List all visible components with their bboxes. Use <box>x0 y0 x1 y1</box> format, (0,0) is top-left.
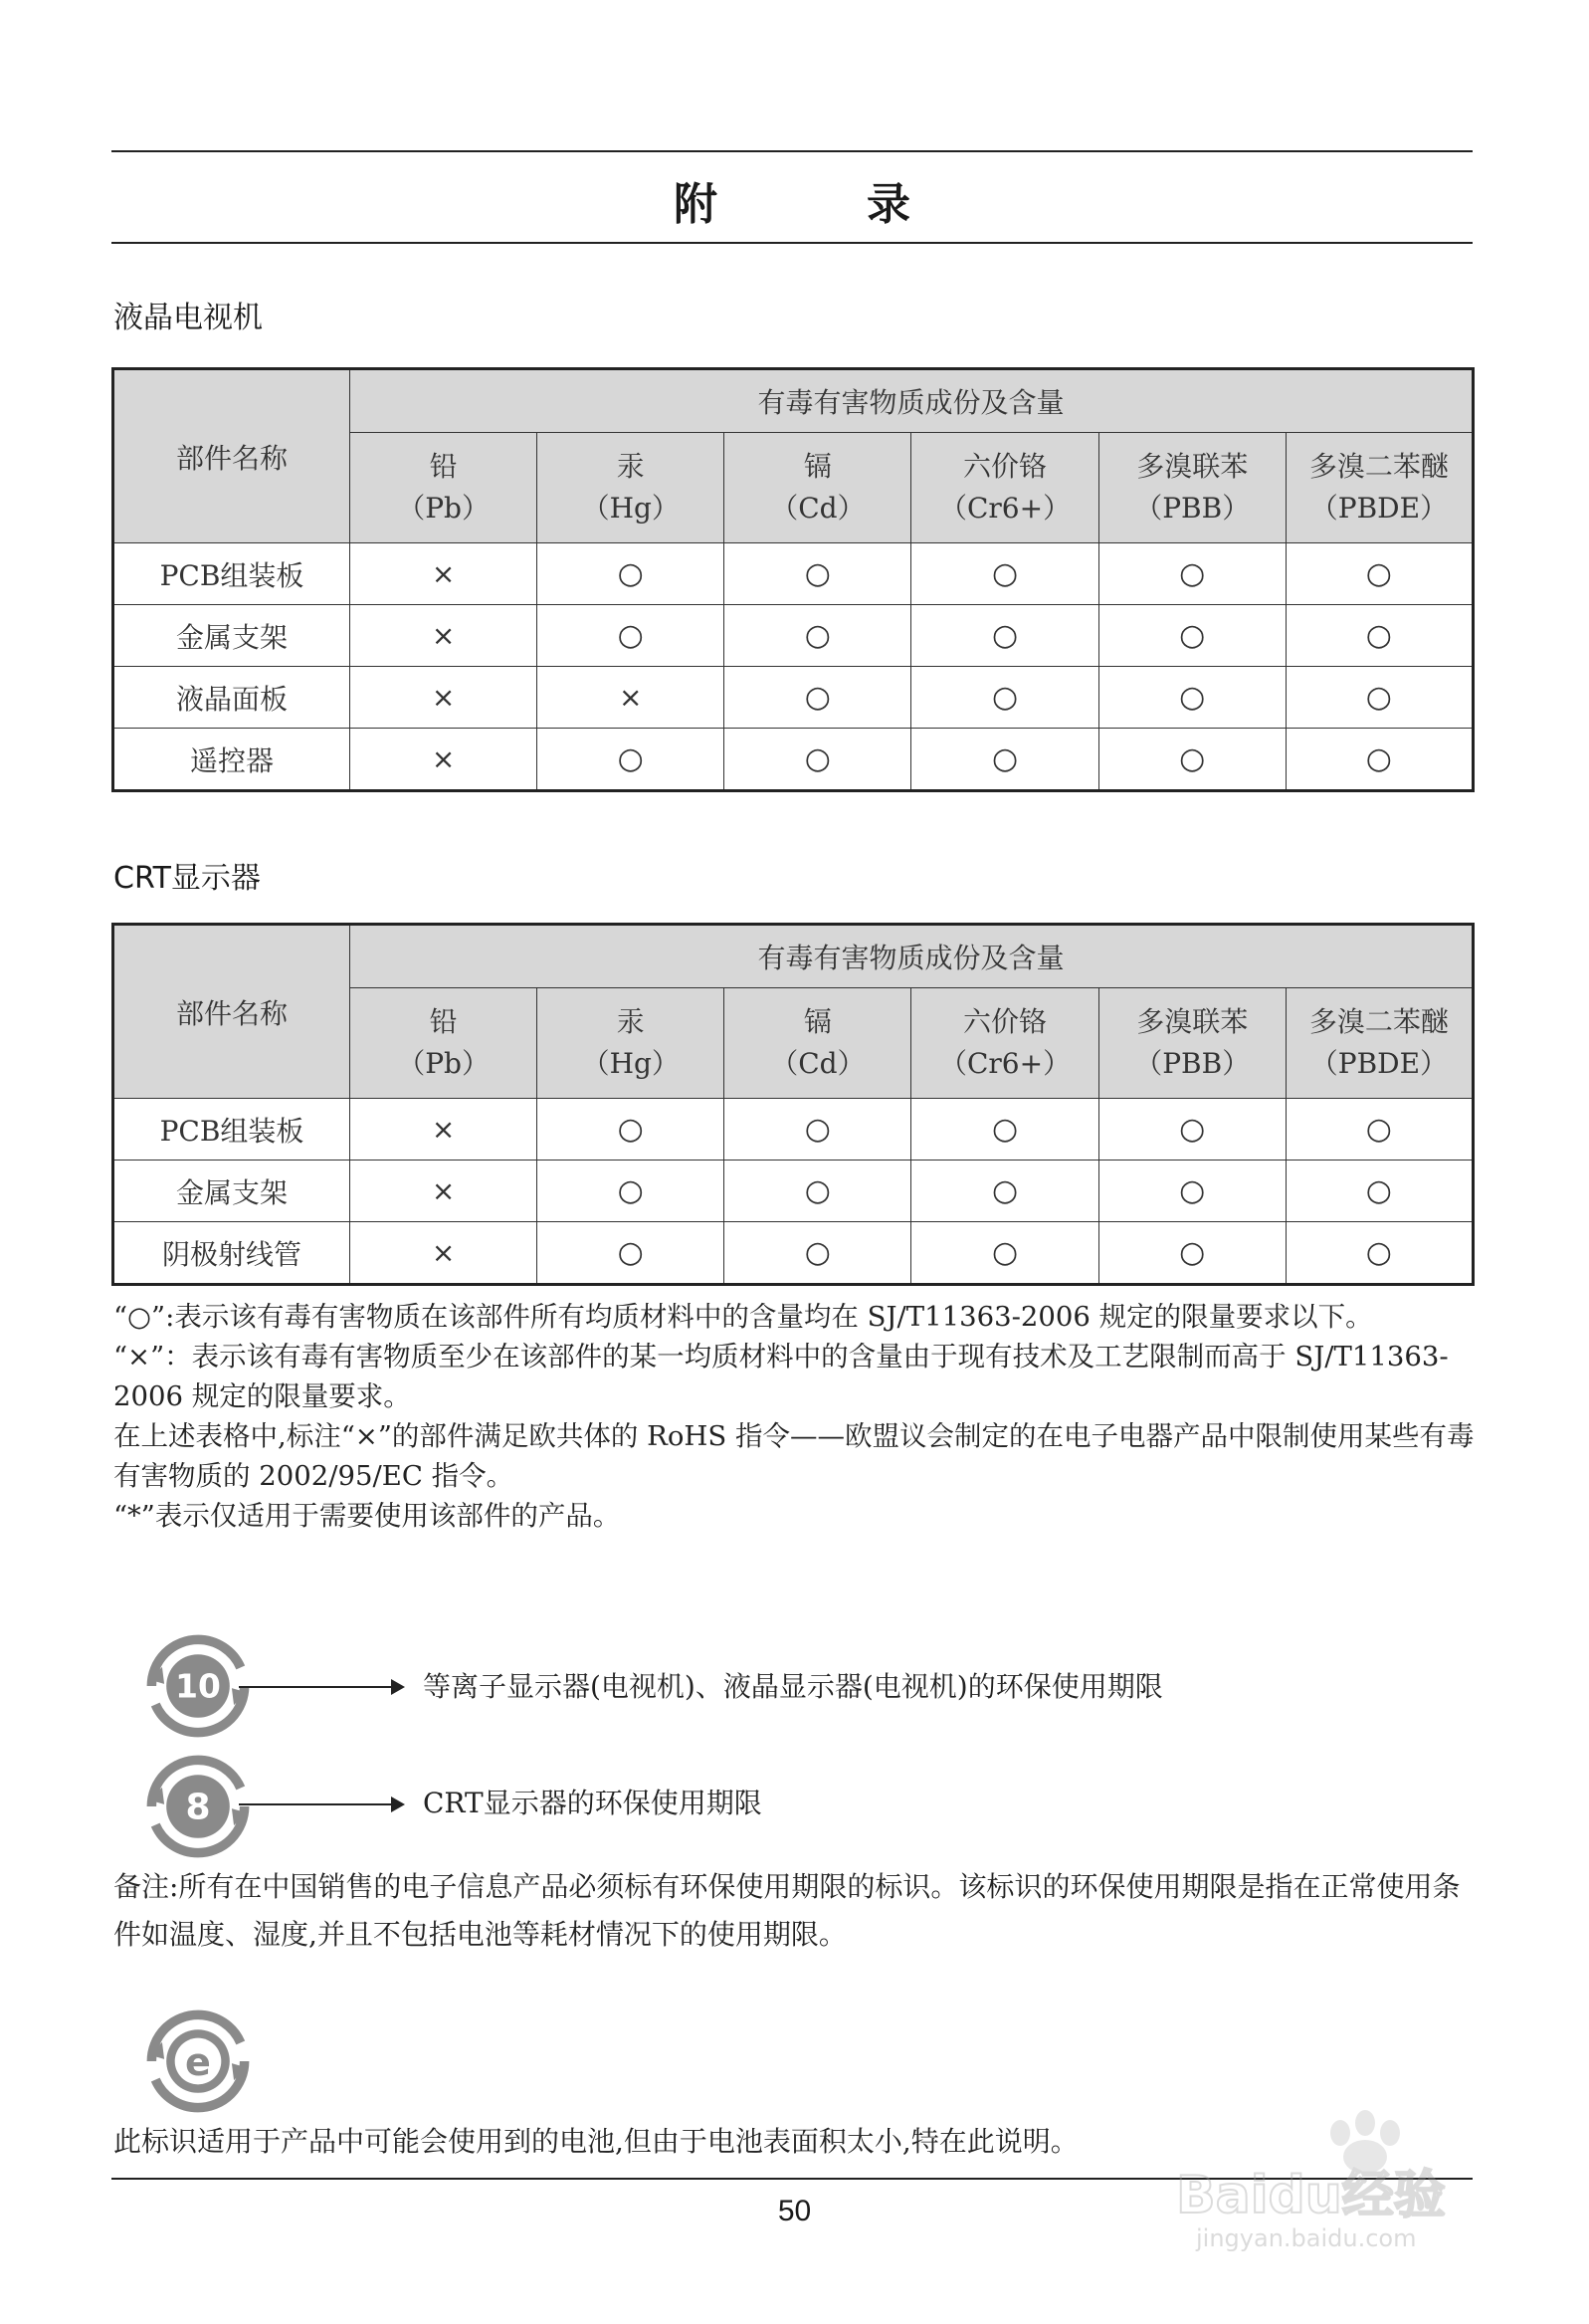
column-header-cr6 <box>911 988 1098 1099</box>
part-name: 金属支架 <box>113 605 350 667</box>
mark-cell: ○ <box>1098 1222 1286 1285</box>
mark-cell: ○ <box>1098 729 1286 791</box>
mark-cell: ○ <box>911 1099 1098 1161</box>
column-header-cd <box>724 433 911 543</box>
mark-cell: ○ <box>1286 605 1473 667</box>
mark-cell: ○ <box>1286 543 1473 605</box>
column-symbol: （Cr6+） <box>939 1047 1072 1080</box>
mark-cell: ○ <box>911 1222 1098 1285</box>
period-10-label: 等离子显示器(电视机)、液晶显示器(电视机)的环保使用期限 <box>423 1670 1163 1703</box>
column-name: 铅 <box>429 450 458 483</box>
top-rule <box>111 150 1473 152</box>
column-name: 汞 <box>616 450 645 483</box>
battery-note: 此标识适用于产品中可能会使用到的电池,但由于电池表面积太小,特在此说明。 <box>113 2125 1079 2158</box>
column-name: 六价铬 <box>963 450 1048 483</box>
column-symbol: （PBB） <box>1134 492 1251 525</box>
column-symbol: （Cr6+） <box>939 492 1072 525</box>
mark-cell: ○ <box>724 543 911 605</box>
part-header: 部件名称 <box>113 925 350 1099</box>
column-header-cr6 <box>911 433 1098 543</box>
part-name: 金属支架 <box>113 1161 350 1222</box>
table-row <box>113 729 1474 791</box>
mark-cell: × <box>350 1161 537 1222</box>
column-symbol: （PBB） <box>1134 1047 1251 1080</box>
mark-cell: ○ <box>724 1161 911 1222</box>
column-header-pb <box>350 433 537 543</box>
mark-cell: × <box>537 667 724 729</box>
mark-cell: ○ <box>724 729 911 791</box>
column-name: 镉 <box>803 1005 832 1038</box>
title-bottom-rule <box>111 242 1473 244</box>
mark-cell: ○ <box>911 729 1098 791</box>
baidu-watermark <box>1166 2095 1494 2254</box>
mark-cell: × <box>350 667 537 729</box>
watermark-brand: Baidu经验 <box>1176 2166 1446 2225</box>
table-row <box>113 667 1474 729</box>
note-asterisk: “*”表示仅适用于需要使用该部件的产品。 <box>113 1500 621 1532</box>
period-8-number: 8 <box>185 1787 211 1828</box>
period-8-label: CRT显示器的环保使用期限 <box>423 1787 762 1819</box>
group-header: 有毒有害物质成份及含量 <box>350 925 1474 988</box>
title-char-2: 录 <box>867 179 910 230</box>
arrow-8 <box>239 1803 403 1805</box>
table-row <box>113 605 1474 667</box>
arrow-10 <box>239 1686 403 1688</box>
column-symbol: （Hg） <box>581 492 680 525</box>
mark-cell: ○ <box>1098 605 1286 667</box>
mark-cell: ○ <box>537 1161 724 1222</box>
column-header-pbb <box>1098 988 1286 1099</box>
part-name: PCB组装板 <box>113 543 350 605</box>
mark-cell: ○ <box>537 1099 724 1161</box>
mark-cell: ○ <box>1098 1161 1286 1222</box>
section-heading-crt: CRT显示器 <box>113 861 261 896</box>
mark-cell: × <box>350 729 537 791</box>
battery-logo-letter: e <box>185 2039 211 2084</box>
column-name: 多溴二苯醚 <box>1308 1005 1449 1038</box>
section-heading-lcd: 液晶电视机 <box>113 301 263 335</box>
column-name: 多溴联苯 <box>1136 450 1249 483</box>
column-name: 镉 <box>803 450 832 483</box>
mark-cell: ○ <box>1286 1161 1473 1222</box>
mark-cell: ○ <box>1286 729 1473 791</box>
column-name: 铅 <box>429 1005 458 1038</box>
mark-cell: ○ <box>1286 667 1473 729</box>
column-symbol: （PBDE） <box>1309 492 1449 525</box>
column-header-cd <box>724 988 911 1099</box>
mark-cell: ○ <box>537 1222 724 1285</box>
column-symbol: （Pb） <box>397 1047 490 1080</box>
column-header-hg <box>537 988 724 1099</box>
column-header-pbb <box>1098 433 1286 543</box>
page-number: 50 <box>777 2195 812 2227</box>
mark-cell: ○ <box>911 667 1098 729</box>
column-header-pbde <box>1286 433 1473 543</box>
part-header: 部件名称 <box>113 369 350 543</box>
column-header-pb <box>350 988 537 1099</box>
eco-period-8-logo <box>145 1754 251 1859</box>
column-header-pbde <box>1286 988 1473 1099</box>
column-symbol: （Pb） <box>397 492 490 525</box>
mark-cell: ○ <box>1286 1099 1473 1161</box>
mark-cell: ○ <box>724 1222 911 1285</box>
mark-cell: × <box>350 605 537 667</box>
column-symbol: （Hg） <box>581 1047 680 1080</box>
mark-cell: ○ <box>537 729 724 791</box>
mark-cell: ○ <box>1098 543 1286 605</box>
mark-cell: ○ <box>724 1099 911 1161</box>
mark-cell: ○ <box>911 1161 1098 1222</box>
mark-cell: ○ <box>911 543 1098 605</box>
column-header-hg <box>537 433 724 543</box>
column-name: 六价铬 <box>963 1005 1048 1038</box>
remark-paragraph: 备注:所有在中国销售的电子信息产品必须标有环保使用期限的标识。该标识的环保使用期限是指在正常使用条件如温度、湿度,并且不包括电池等耗材情况下的使用期限。 <box>113 1870 1461 1951</box>
mark-cell: ○ <box>724 605 911 667</box>
part-name: 遥控器 <box>113 729 350 791</box>
mark-cell: ○ <box>537 605 724 667</box>
group-header: 有毒有害物质成份及含量 <box>350 369 1474 433</box>
mark-cell: ○ <box>1098 1099 1286 1161</box>
note-rohs: 在上述表格中,标注“×”的部件满足欧共体的 RoHS 指令——欧盟议会制定的在电子电器产品中限制使用某些有毒有害物质的 2002/95/EC 指令。 <box>113 1420 1475 1492</box>
hazard-table-crt <box>111 923 1475 1286</box>
mark-cell: ○ <box>1286 1222 1473 1285</box>
part-name: 阴极射线管 <box>113 1222 350 1285</box>
column-symbol: （Cd） <box>770 1047 866 1080</box>
mark-cell: × <box>350 543 537 605</box>
column-name: 多溴二苯醚 <box>1308 450 1449 483</box>
title-char-1: 附 <box>674 179 717 230</box>
table-row <box>113 543 1474 605</box>
note-cross: “×”：表示该有毒有害物质至少在该部件的某一均质材料中的含量由于现有技术及工艺限制而高于 SJ/T11363-2006 规定的限量要求。 <box>113 1341 1449 1412</box>
mark-cell: ○ <box>537 543 724 605</box>
column-name: 汞 <box>616 1005 645 1038</box>
mark-cell: × <box>350 1099 537 1161</box>
mark-cell: ○ <box>911 605 1098 667</box>
period-10-number: 10 <box>175 1667 221 1706</box>
battery-e-logo <box>145 2008 251 2114</box>
note-circle: “○”:表示该有毒有害物质在该部件所有均质材料中的含量均在 SJ/T11363-2006 规定的限量要求以下。 <box>113 1301 1373 1333</box>
table-row <box>113 1099 1474 1161</box>
mark-cell: ○ <box>1098 667 1286 729</box>
column-name: 多溴联苯 <box>1136 1005 1249 1038</box>
mark-cell: × <box>350 1222 537 1285</box>
part-name: PCB组装板 <box>113 1099 350 1161</box>
watermark-url: jingyan.baidu.com <box>1196 2224 1417 2252</box>
mark-cell: ○ <box>724 667 911 729</box>
eco-period-10-logo <box>145 1633 251 1739</box>
column-symbol: （PBDE） <box>1309 1047 1449 1080</box>
column-symbol: （Cd） <box>770 492 866 525</box>
notes <box>113 1297 1477 1536</box>
part-name: 液晶面板 <box>113 667 350 729</box>
hazard-table-lcd <box>111 367 1475 792</box>
page-title <box>111 162 1473 238</box>
table-row <box>113 1161 1474 1222</box>
table-row <box>113 1222 1474 1285</box>
